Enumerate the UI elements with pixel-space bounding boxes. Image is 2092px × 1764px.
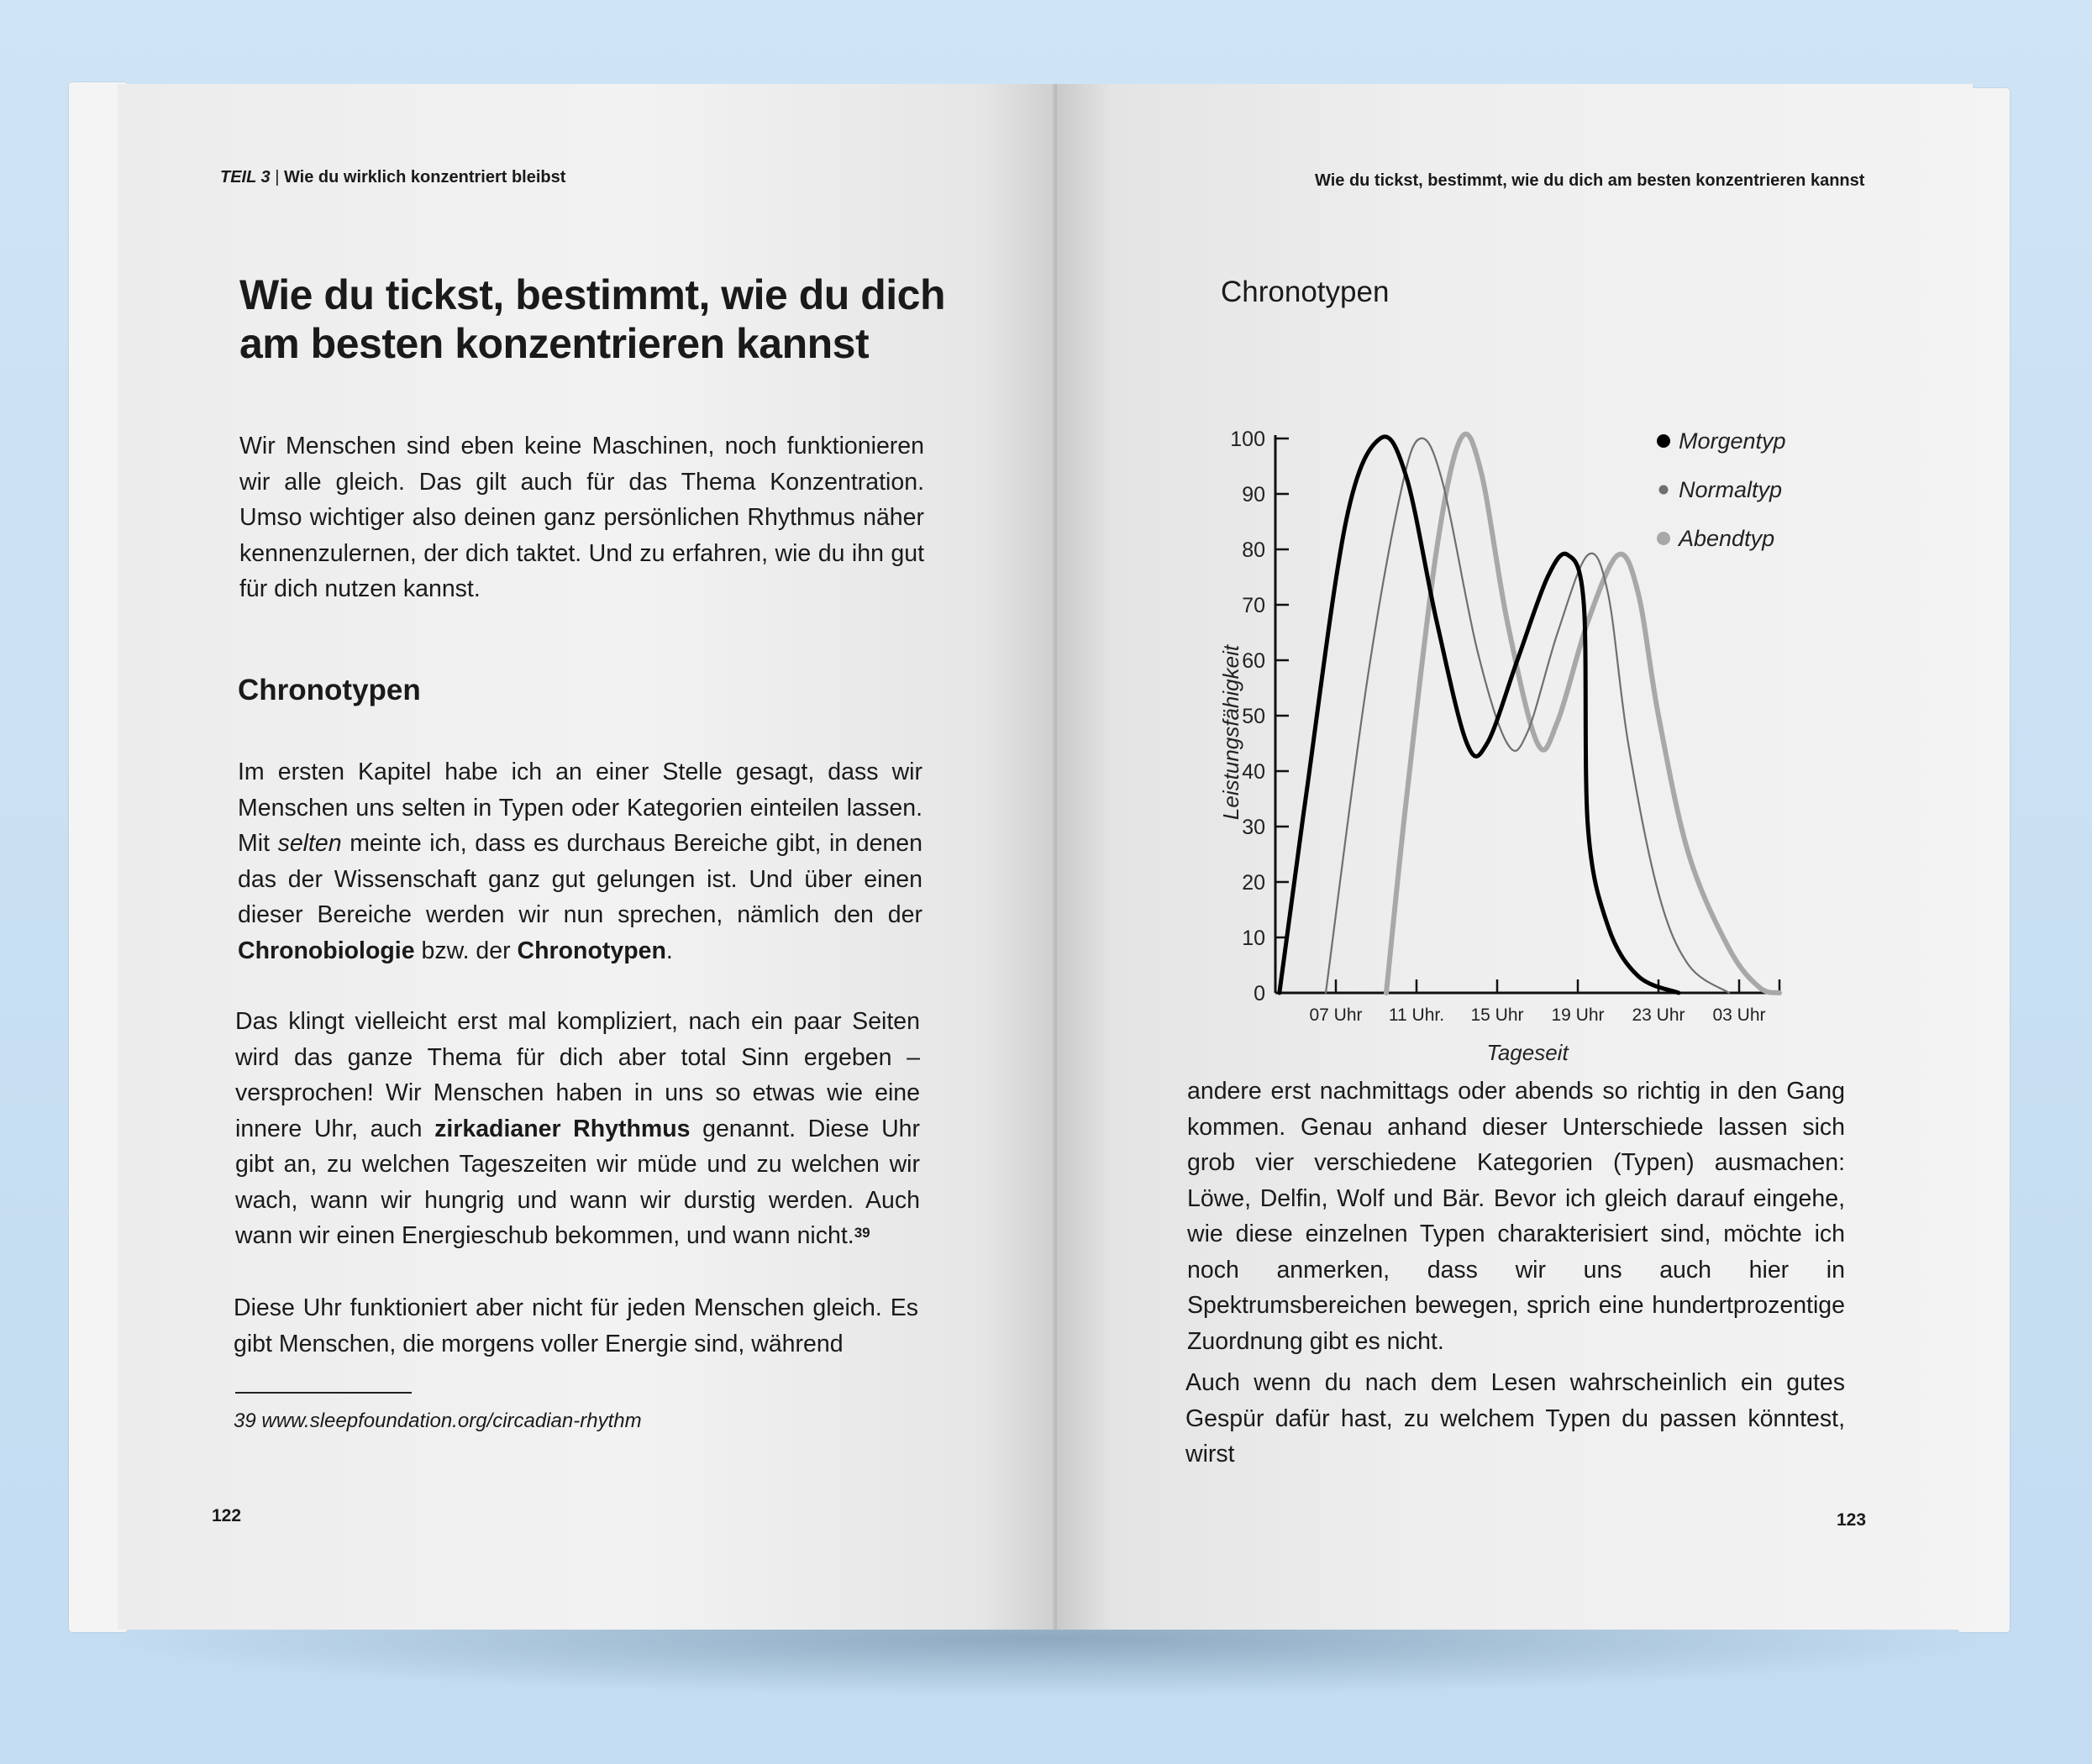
- x-tick-label: 03 Uhr: [1712, 1005, 1766, 1025]
- series-line-morgentyp: [1280, 437, 1679, 993]
- running-head-left: [220, 168, 565, 187]
- bold-term: Chronotypen: [517, 937, 666, 964]
- y-tick-label: 90: [1242, 483, 1265, 507]
- x-tick-label: 11 Uhr.: [1388, 1005, 1445, 1025]
- y-axis-label: Leistungsfähigkeit: [1218, 644, 1243, 821]
- legend-label: Abendtyp: [1679, 526, 1775, 551]
- x-axis-label: Tageseit: [1486, 1040, 1569, 1065]
- paragraph-chronotypes: [238, 754, 922, 969]
- y-tick-label: 70: [1242, 594, 1265, 617]
- y-tick-label: 10: [1242, 927, 1265, 950]
- bold-term: Chronobiologie: [238, 937, 415, 964]
- y-tick-label: 20: [1242, 871, 1265, 895]
- running-head-part: TEIL 3: [220, 168, 271, 186]
- paragraph-text: meinte ich, dass es durchaus Bereiche gibt, in denen das der Wissenschaft ganz gut gelungen ist. Und über einen dieser Bereiche werden wir nun sprechen, nämlich den der: [238, 830, 922, 928]
- footnote-rule: [235, 1392, 412, 1394]
- running-head-separator: |: [270, 168, 284, 186]
- legend-label: Morgentyp: [1679, 428, 1786, 454]
- y-tick-label: 50: [1242, 705, 1265, 728]
- paragraph-categories: andere erst nachmittags oder abends so richtig in den Gang kommen. Genau anhand dieser Unterschiede lassen sich grob vier verschiedene Kategorien (Typen) ausmachen: Löwe, Delfin, Wolf und Bär. Bevor ich gleich darauf eingehe, wie diese einzelnen Typen charakterisiert sind, möchte ich noch anmerken, dass wir uns auch hier in Spektrumsbereichen bewegen, sprich eine hundertprozentige Zuordnung gibt es nicht.: [1187, 1078, 1845, 1355]
- chapter-title-line1: Wie du tickst, bestimmt, wie du dich: [239, 271, 946, 318]
- emphasis-text: selten: [277, 830, 342, 857]
- x-tick-label: 07 Uhr: [1309, 1005, 1363, 1025]
- legend-marker: [1659, 486, 1669, 495]
- legend-marker: [1657, 434, 1670, 448]
- running-head-title: Wie du wirklich konzentriert bleibst: [283, 168, 566, 186]
- left-page: [118, 84, 1054, 1630]
- footnote: 39 www.sleepfoundation.org/circadian-rhythm: [234, 1410, 642, 1432]
- chapter-title: [239, 270, 962, 368]
- right-page: [1057, 84, 1973, 1630]
- y-tick-label: 100: [1230, 428, 1265, 451]
- chronotype-chart: [1166, 336, 1805, 1092]
- paragraph-text: .: [665, 937, 673, 964]
- intro-paragraph: Wir Menschen sind eben keine Maschinen, noch funktionieren wir alle gleich. Das gilt auch für das Thema Konzentration. Umso wichtiger also deinen ganz persönlichen Rhythmus näher kennenzulernen, der dich taktet. Und zu erfahren, wie du ihn gut für dich nutzen kannst.: [239, 433, 924, 602]
- chart-title: Chronotypen: [1221, 276, 1390, 308]
- y-tick-label: 40: [1242, 760, 1265, 784]
- footnote-marker: 39: [854, 1225, 870, 1241]
- page-number-right: 123: [1837, 1510, 1867, 1530]
- y-tick-label: 80: [1242, 538, 1265, 562]
- paragraph-inner-clock: [235, 1004, 920, 1254]
- paragraph-text: genannt. Diese Uhr gibt an, zu welchen Tageszeiten wir müde und zu welchen wir wach, wann wir hungrig und wann wir durstig werden. Auch wann wir einen Energieschub bekommen, und wann nicht.: [235, 1115, 920, 1249]
- y-tick-label: 0: [1254, 982, 1265, 1005]
- paragraph-text: Das klingt vielleicht erst mal kompliziert, nach ein paar Seiten wird das ganze Thema für dich aber total Sinn ergeben – versprochen! Wir Menschen haben in uns so etwas wie eine innere Uhr, auch: [235, 1008, 920, 1142]
- legend-label: Normaltyp: [1679, 477, 1783, 502]
- page-number-left: 122: [212, 1506, 242, 1525]
- x-tick-label: 15 Uhr: [1470, 1005, 1524, 1025]
- y-tick-label: 60: [1242, 649, 1265, 673]
- paragraph-text: Im ersten Kapitel habe ich an einer Stelle gesagt, dass wir Menschen uns selten in Typen oder Kategorien einteilen lassen. Mit: [238, 759, 922, 857]
- chapter-title-line2: am besten konzentrieren kannst: [239, 320, 870, 367]
- paragraph-clock-differs: Diese Uhr funktioniert aber nicht für jeden Menschen gleich. Es gibt Menschen, die morgens voller Energie sind, während: [234, 1294, 918, 1357]
- x-tick-label: 19 Uhr: [1551, 1005, 1605, 1025]
- y-tick-label: 30: [1242, 816, 1265, 839]
- series-line-abendtyp: [1386, 434, 1779, 993]
- paragraph-reading: Auch wenn du nach dem Lesen wahrscheinlich ein gutes Gespür dafür hast, zu welchem Typen du passen könntest, wirst: [1185, 1369, 1845, 1467]
- paragraph-text: bzw. der: [414, 937, 518, 964]
- section-heading: Chronotypen: [238, 674, 421, 706]
- legend-marker: [1657, 532, 1670, 545]
- bold-term: zirkadianer Rhythmus: [434, 1115, 691, 1142]
- running-head-right: Wie du tickst, bestimmt, wie du dich am besten konzentrieren kannst: [1315, 171, 1865, 190]
- x-tick-label: 23 Uhr: [1632, 1005, 1685, 1025]
